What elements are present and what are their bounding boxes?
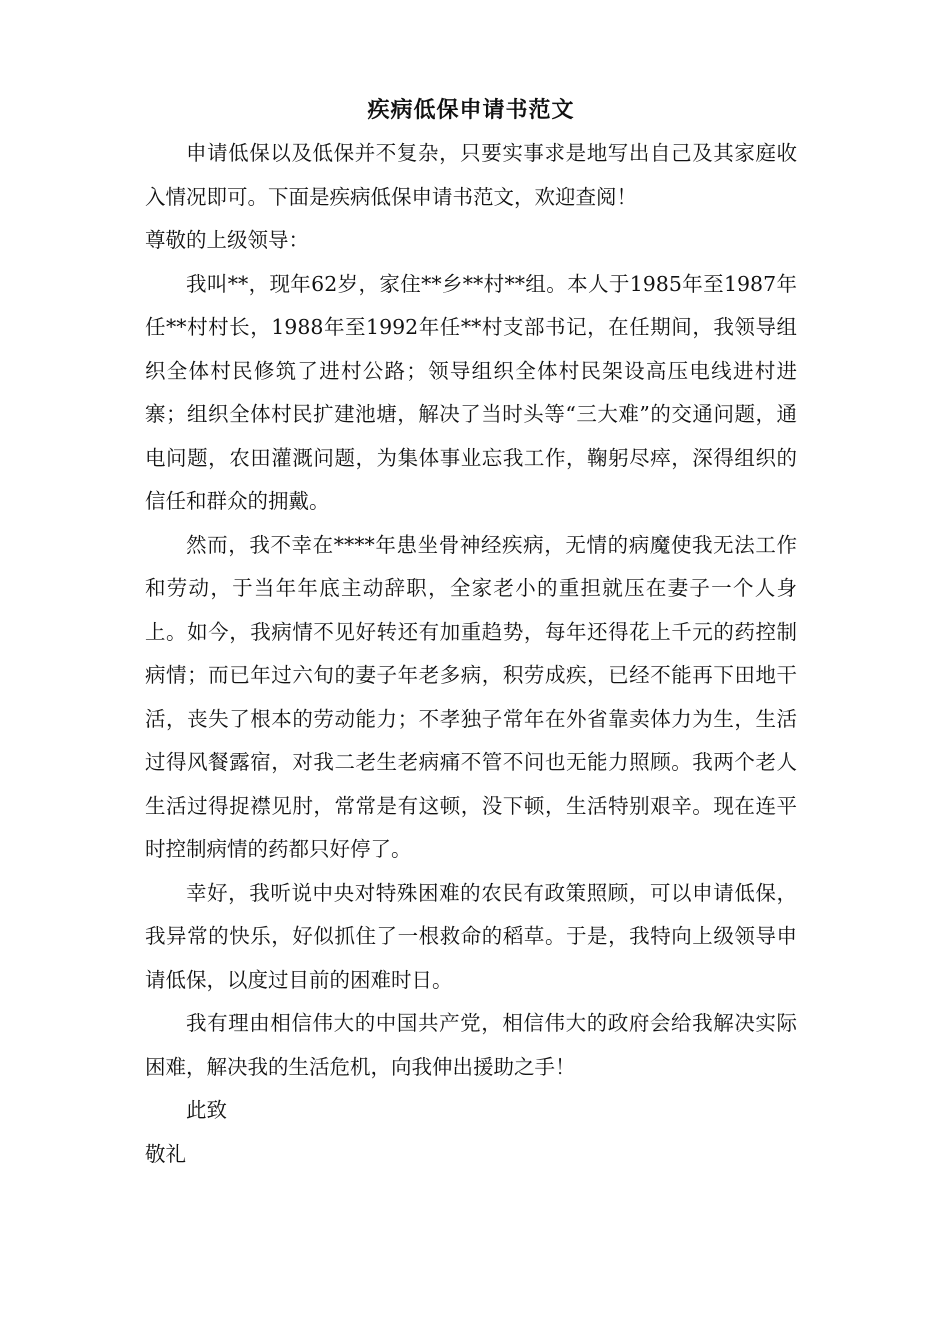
- intro-paragraph: 申请低保以及低保并不复杂，只要实事求是地写出自己及其家庭收入情况即可。下面是疾病低保申请书范文，欢迎查阅！: [145, 141, 797, 209]
- body-paragraph: 然而，我不幸在****年患坐骨神经疾病，无情的病魔使我无法工作和劳动，于当年年底主动辞职，全家老小的重担就压在妻子一个人身上。如今，我病情不见好转还有加重趋势，每年还得花上千元的药控制病情；而已年过六旬的妻子年老多病，积劳成疾，已经不能再下田地干活，丧失了根本的劳动能力；不孝独子常年在外省靠卖体力为生，生活过得风餐露宿，对我二老生老病痛不管不问也无能力照顾。我两个老人生活过得捉襟见肘，常常是有这顿，没下顿，生活特别艰辛。现在连平时控制病情的药都只好停了。: [145, 532, 797, 861]
- closing-line: 此致: [186, 1098, 227, 1122]
- body-paragraph: 我有理由相信伟大的中国共产党，相信伟大的政府会给我解决实际困难，解决我的生活危机，向我伸出援助之手！: [145, 1011, 797, 1079]
- body-paragraph: 幸好，我听说中央对特殊困难的农民有政策照顾，可以申请低保，我异常的快乐，好似抓住了一根救命的稻草。于是，我特向上级领导申请低保，以度过目前的困难时日。: [145, 880, 797, 992]
- document-title: 疾病低保申请书范文: [367, 97, 575, 123]
- document-page: [145, 88, 797, 1176]
- salutation: 尊敬的上级领导：: [145, 228, 309, 252]
- body-paragraph: 我叫**，现年62岁，家住**乡**村**组。本人于1985年至1987年任**村村长，1988年至1992年任**村支部书记，在任期间，我领导组织全体村民修筑了进村公路；领导组织全体村民架设高压电线进村进寨；组织全体村民扩建池塘，解决了当时头等“三大难”的交通问题，通电问题，农田灌溉问题，为集体事业忘我工作，鞠躬尽瘁，深得组织的信任和群众的拥戴。: [145, 271, 797, 513]
- closing-regards: 敬礼: [145, 1141, 186, 1166]
